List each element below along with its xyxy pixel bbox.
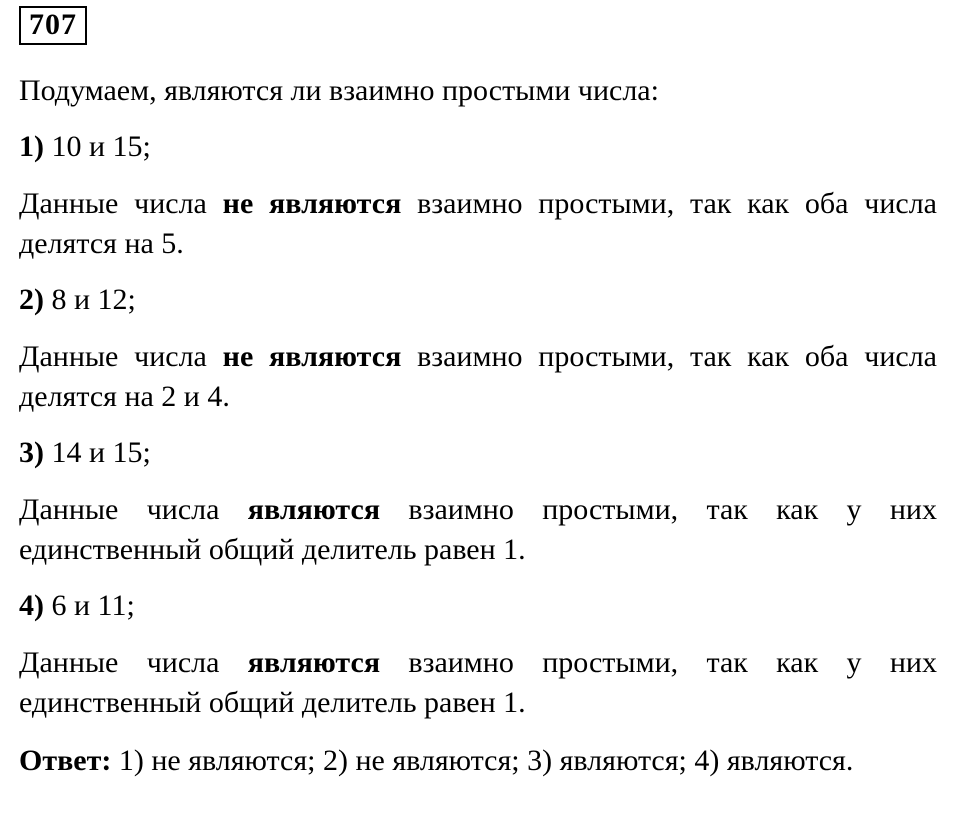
item-2-label: 2): [19, 283, 44, 316]
item-4-heading: [19, 586, 937, 626]
item-4-pair: 6 и 11;: [51, 589, 135, 622]
item-3-pair: 14 и 15;: [51, 436, 151, 469]
item-1-explanation: [19, 184, 937, 264]
item-4-expl-end: взаимно простыми, так как у них единственный общий делитель равен 1.: [19, 646, 937, 719]
task-number-box: 707: [19, 6, 87, 45]
item-2-expl-end: взаимно простыми, так как оба числа делятся на 2 и 4.: [19, 340, 937, 413]
answer-label: Ответ:: [19, 744, 112, 777]
item-1-expl-start: Данные числа: [19, 187, 223, 220]
item-1-pair: 10 и 15;: [51, 130, 151, 163]
item-2-expl-start: Данные числа: [19, 340, 223, 373]
solution-page: [19, 6, 937, 781]
item-2-explanation: [19, 337, 937, 417]
item-3-expl-end: взаимно простыми, так как у них единственный общий делитель равен 1.: [19, 493, 937, 566]
item-1-heading: [19, 127, 937, 167]
item-3-heading: [19, 433, 937, 473]
item-3-explanation: [19, 490, 937, 570]
intro-text: Подумаем, являются ли взаимно простыми числа:: [19, 74, 659, 107]
item-4-expl-bold: являются: [247, 646, 381, 679]
item-2-heading: [19, 280, 937, 320]
answer-paragraph: [19, 741, 937, 781]
item-3-expl-bold: являются: [247, 493, 381, 526]
item-4-label: 4): [19, 589, 44, 622]
answer-text: 1) не являются; 2) не являются; 3) являются; 4) являются.: [118, 744, 854, 777]
item-2-expl-bold: не являются: [222, 340, 402, 373]
item-1-label: 1): [19, 130, 44, 163]
item-1-expl-end: взаимно простыми, так как оба числа делятся на 5.: [19, 187, 937, 260]
item-1-expl-bold: не являются: [222, 187, 402, 220]
item-3-label: 3): [19, 436, 44, 469]
item-4-expl-start: Данные числа: [19, 646, 248, 679]
item-4-explanation: [19, 643, 937, 723]
item-3-expl-start: Данные числа: [19, 493, 248, 526]
item-2-pair: 8 и 12;: [51, 283, 136, 316]
